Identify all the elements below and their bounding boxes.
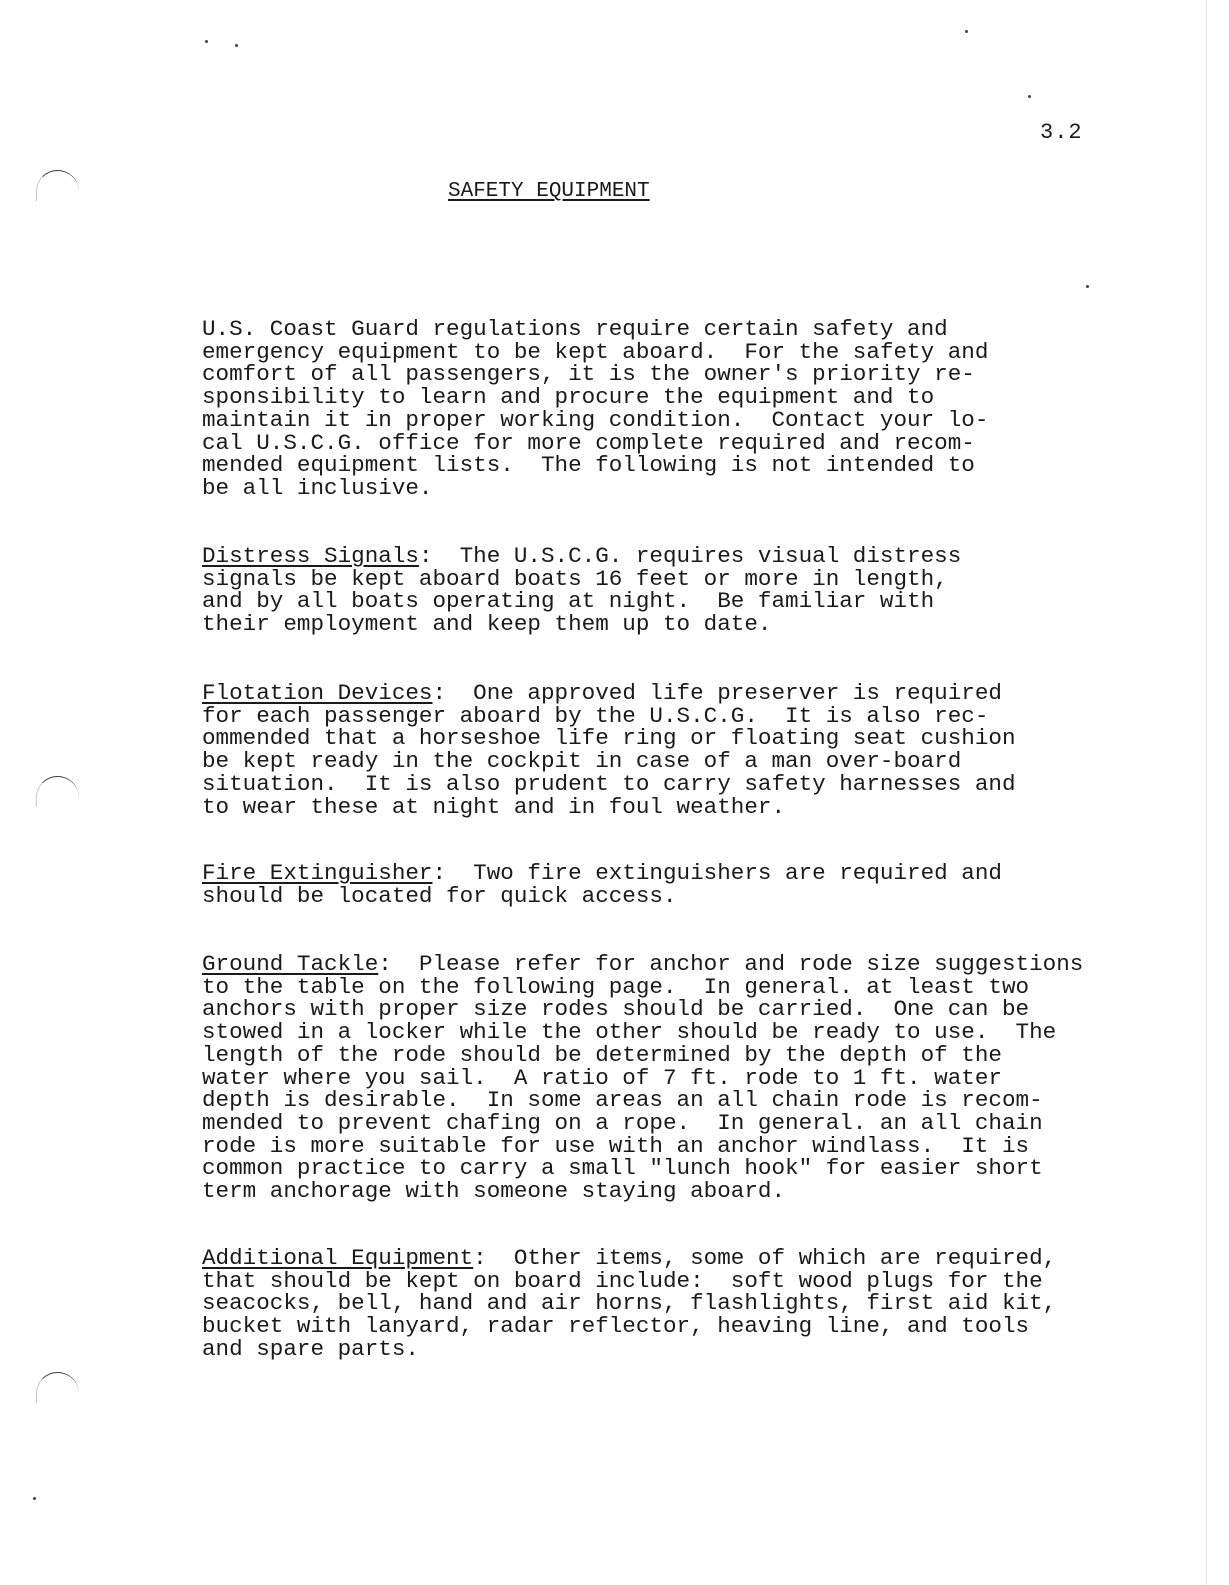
additional-equipment-heading: Additional Equipment — [202, 1245, 474, 1271]
intro-paragraph — [202, 318, 988, 500]
binder-hole-mark-top — [36, 170, 79, 201]
flotation-devices-paragraph — [202, 682, 1016, 818]
scan-speck — [965, 30, 968, 33]
ground-tackle-heading: Ground Tackle — [202, 951, 379, 977]
page-title: SAFETY EQUIPMENT — [448, 180, 650, 203]
flotation-devices-heading: Flotation Devices — [202, 680, 433, 706]
scan-speck — [235, 44, 238, 47]
ground-tackle-body: : Please refer for anchor and rode size suggestions to the table on the following page. In general. at least two anchors with proper size rodes should be carried. One can be stowed in a locker while the other should be ready to use. The length of the rode should be determined by the depth of the water where you sail. A ratio of 7 ft. rode to 1 ft. water depth is desirable. In some areas an all chain rode is recom- mended to prevent chafing on a rope. In general. an all chain rode is more suitable for use with an anchor windlass. It is common practice to carry a small "lunch hook" for easier short term anchorage with someone staying aboard. — [202, 951, 1084, 1205]
distress-signals-paragraph — [202, 545, 961, 636]
scan-speck — [1086, 285, 1089, 288]
scan-speck — [1028, 95, 1031, 98]
additional-equipment-paragraph — [202, 1247, 1056, 1361]
fire-extinguisher-paragraph — [202, 862, 1002, 907]
additional-equipment-body: : Other items, some of which are required, that should be kept on board include: soft wood plugs for the seacocks, bell, hand and air horns, flashlights, first aid kit, bucket with lanyard, radar reflector, heaving line, and tools and spare parts. — [202, 1245, 1057, 1362]
flotation-devices-body: : One approved life preserver is required for each passenger aboard by the U.S.C.G. It is also rec- ommended that a horseshoe life ring or floating seat cushion be kept ready in the cockpit in case of a man over-board situation. It is also prudent to carry safety harnesses and to wear these at night and in foul weather. — [202, 680, 1016, 820]
distress-signals-body: : The U.S.C.G. requires visual distress signals be kept aboard boats 16 feet or more in length, and by all boats operating at night. Be familiar with their employment and keep them up to date. — [202, 543, 962, 638]
scan-speck — [205, 40, 208, 43]
fire-extinguisher-heading: Fire Extinguisher — [202, 860, 433, 886]
page-edge-line — [1206, 0, 1207, 1585]
page-number: 3.2 — [1040, 120, 1083, 145]
binder-hole-mark-middle — [36, 776, 79, 807]
fire-extinguisher-body: : Two fire extinguishers are required and should be located for quick access. — [202, 860, 1002, 909]
intro-body: U.S. Coast Guard regulations require certain safety and emergency equipment to be kept aboard. For the safety and comfort of all passengers, it is the owner's priority re- sponsibility to learn and procure the equipment and to maintain it in proper working condition. Contact your lo- cal U.S.C.G. office for more complete required and recom- mended equipment lists. The following is not intended to be all inclusive. — [202, 316, 989, 501]
ground-tackle-paragraph — [202, 953, 1083, 1203]
scan-speck — [33, 1497, 36, 1500]
distress-signals-heading: Distress Signals — [202, 543, 419, 569]
binder-hole-mark-bottom — [36, 1372, 79, 1403]
